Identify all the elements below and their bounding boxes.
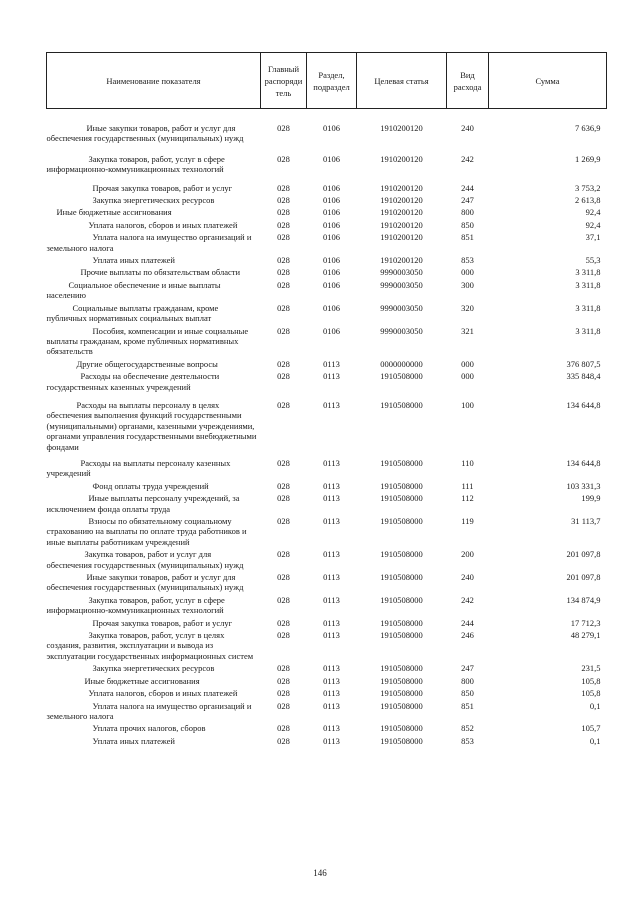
row-name — [47, 686, 261, 698]
table-row — [47, 369, 607, 392]
row-name — [47, 278, 261, 301]
row-target: 1910508000 — [380, 399, 423, 410]
row-section: 0113 — [323, 675, 340, 686]
row-section: 0106 — [323, 325, 340, 336]
row-main-manager: 028 — [277, 480, 290, 491]
row-type: 200 — [461, 549, 474, 560]
row-name — [47, 357, 261, 369]
row-name — [47, 109, 261, 144]
row-name — [47, 699, 261, 722]
row-main-manager: 028 — [277, 182, 290, 193]
row-section: 0113 — [323, 549, 340, 560]
row-name-text: Расходы на выплаты персоналу в целях обеспечения выполнения функций государственными (муниципальными) органами, казенными учреждениями, органами управления государственными внебюджетными фондами — [46, 399, 257, 452]
row-main-manager: 028 — [277, 457, 290, 468]
row-sum: 7 636,9 — [575, 123, 601, 133]
row-name-text: Закупка товаров, работ и услуг для обеспечения государственных (муниципальных) нужд — [46, 549, 244, 570]
row-main-manager: 028 — [277, 358, 290, 369]
row-name — [47, 547, 261, 570]
row-name-text: Иные бюджетные ассигнования — [56, 207, 172, 218]
row-section: 0113 — [323, 594, 340, 605]
row-type: 246 — [461, 630, 474, 641]
row-section: 0106 — [323, 219, 340, 230]
row-type: 247 — [461, 663, 474, 674]
header-sum: Сумма — [489, 53, 607, 109]
row-sum: 201 097,8 — [566, 549, 601, 560]
row-name — [47, 301, 261, 324]
row-target: 9990003050 — [380, 267, 423, 278]
row-main-manager: 028 — [277, 700, 290, 711]
header-main-manager: Главный распоряди тель — [261, 53, 307, 109]
row-name — [47, 491, 261, 514]
row-sum: 37,1 — [585, 232, 601, 243]
row-sum: 3 311,8 — [575, 267, 601, 278]
table-header-row — [47, 53, 607, 109]
row-target: 1910508000 — [380, 735, 423, 746]
row-name — [47, 570, 261, 593]
table-row — [47, 218, 607, 230]
row-type: 244 — [461, 182, 474, 193]
header-section: Раздел, подраздел — [307, 53, 357, 109]
row-main-manager: 028 — [277, 663, 290, 674]
row-name — [47, 175, 261, 193]
row-name-text: Иные закупки товаров, работ и услуг для обеспечения государственных (муниципальных) нужд — [46, 572, 244, 593]
row-section: 0113 — [323, 516, 340, 526]
row-name — [47, 514, 261, 547]
row-name — [47, 218, 261, 230]
row-section: 0113 — [323, 700, 340, 711]
row-section: 0113 — [323, 358, 340, 369]
row-type: 321 — [461, 325, 474, 336]
row-sum: 134 874,9 — [566, 594, 601, 605]
row-section: 0113 — [323, 572, 340, 583]
row-name-text: Закупка товаров, работ, услуг в целях создания, развития, эксплуатации и вывода из эксплуатации государственных информационных систем — [46, 630, 254, 661]
row-section: 0106 — [323, 302, 340, 313]
row-section: 0106 — [323, 207, 340, 218]
row-target: 1910508000 — [380, 572, 423, 583]
row-section: 0113 — [323, 735, 340, 746]
row-section: 0113 — [323, 617, 340, 628]
row-type: 853 — [461, 735, 474, 746]
row-type: 853 — [461, 255, 474, 266]
row-target: 1910200120 — [380, 232, 423, 243]
row-target: 9990003050 — [380, 302, 423, 313]
table-row — [47, 175, 607, 193]
row-type: 111 — [461, 480, 474, 491]
row-main-manager: 028 — [277, 255, 290, 266]
row-main-manager: 028 — [277, 371, 290, 382]
row-name-text: Закупка товаров, работ, услуг в сфере информационно-коммуникационных технологий — [46, 153, 225, 175]
row-main-manager: 028 — [277, 207, 290, 218]
header-target: Целевая статья — [357, 53, 447, 109]
table-row — [47, 616, 607, 628]
row-sum: 55,3 — [585, 255, 601, 266]
row-main-manager: 028 — [277, 493, 290, 504]
row-target: 1910200120 — [380, 153, 423, 164]
row-main-manager: 028 — [277, 219, 290, 230]
row-name — [47, 734, 261, 746]
table-row — [47, 301, 607, 324]
row-name-text: Расходы на обеспечение деятельности государственных казенных учреждений — [46, 371, 220, 392]
row-main-manager: 028 — [277, 688, 290, 699]
row-sum: 105,8 — [581, 688, 601, 699]
table-row — [47, 593, 607, 616]
row-sum: 3 753,2 — [575, 182, 601, 193]
row-type: 800 — [461, 675, 474, 686]
row-name-text: Социальные выплаты гражданам, кроме публичных нормативных социальных выплат — [46, 302, 219, 324]
row-name-text: Расходы на выплаты персоналу казенных учреждений — [46, 457, 231, 479]
row-main-manager: 028 — [277, 123, 290, 133]
budget-table — [46, 52, 607, 746]
row-name — [47, 661, 261, 673]
row-name — [47, 721, 261, 733]
row-name — [47, 392, 261, 452]
row-sum: 0,1 — [589, 700, 601, 711]
row-sum: 105,8 — [581, 675, 601, 686]
table-row — [47, 144, 607, 175]
row-main-manager: 028 — [277, 594, 290, 605]
row-section: 0113 — [323, 663, 340, 674]
row-target: 1910508000 — [380, 630, 423, 641]
row-name — [47, 144, 261, 175]
row-type: 100 — [461, 399, 474, 410]
row-type: 000 — [461, 267, 474, 278]
row-target: 1910508000 — [380, 549, 423, 560]
row-sum: 103 331,3 — [566, 480, 601, 491]
row-sum: 48 279,1 — [570, 630, 601, 641]
row-target: 1910508000 — [380, 594, 423, 605]
page-number: 146 — [313, 868, 327, 878]
row-main-manager: 028 — [277, 617, 290, 628]
table-row — [47, 109, 607, 144]
row-section: 0113 — [323, 723, 340, 734]
row-sum: 1 269,9 — [575, 153, 601, 164]
row-main-manager: 028 — [277, 232, 290, 243]
table-row — [47, 570, 607, 593]
row-name — [47, 193, 261, 205]
row-main-manager: 028 — [277, 675, 290, 686]
row-name — [47, 265, 261, 277]
table-row — [47, 674, 607, 686]
row-name — [47, 674, 261, 686]
row-section: 0106 — [323, 153, 340, 164]
row-section: 0113 — [323, 457, 340, 468]
row-target: 1910200120 — [380, 219, 423, 230]
row-name-text: Взносы по обязательному социальному страхованию на выплаты по оплате труда работников и иные выплаты работникам учреждений — [46, 516, 247, 547]
row-name — [47, 593, 261, 616]
row-type: 300 — [461, 279, 474, 290]
row-section: 0113 — [323, 371, 340, 382]
header-type: Вид расхода — [447, 53, 489, 109]
row-section: 0106 — [323, 279, 340, 290]
row-main-manager: 028 — [277, 630, 290, 641]
row-sum: 0,1 — [589, 735, 601, 746]
table-row — [47, 392, 607, 452]
row-target: 1910508000 — [380, 723, 423, 734]
table-row — [47, 661, 607, 673]
row-target: 1910508000 — [380, 457, 423, 468]
row-target: 1910200120 — [380, 123, 423, 133]
row-name-text: Иные бюджетные ассигнования — [84, 675, 200, 686]
table-row — [47, 547, 607, 570]
table-row — [47, 721, 607, 733]
row-sum: 2 613,8 — [575, 195, 601, 206]
row-sum: 3 311,8 — [575, 302, 601, 313]
row-target: 9990003050 — [380, 325, 423, 336]
row-name-text: Уплата иных платежей — [92, 255, 175, 266]
row-main-manager: 028 — [277, 195, 290, 206]
row-name-text: Фонд оплаты труда учреждений — [92, 480, 209, 491]
row-type: 000 — [461, 371, 474, 382]
row-sum: 3 311,8 — [575, 325, 601, 336]
row-section: 0113 — [323, 493, 340, 504]
row-type: 850 — [461, 219, 474, 230]
row-name — [47, 253, 261, 265]
row-name-text: Уплата налога на имущество организаций и земельного налога — [46, 700, 252, 721]
row-name-text: Уплата иных платежей — [92, 735, 175, 746]
row-target: 1910508000 — [380, 480, 423, 491]
table-row — [47, 357, 607, 369]
row-section: 0106 — [323, 195, 340, 206]
row-main-manager: 028 — [277, 325, 290, 336]
row-name — [47, 230, 261, 253]
row-name — [47, 205, 261, 217]
table-row — [47, 514, 607, 547]
table-row — [47, 686, 607, 698]
row-name — [47, 452, 261, 479]
table-row — [47, 278, 607, 301]
row-target: 0000000000 — [380, 358, 423, 369]
row-main-manager: 028 — [277, 279, 290, 290]
row-type: 850 — [461, 688, 474, 699]
row-main-manager: 028 — [277, 549, 290, 560]
row-target: 1910508000 — [380, 675, 423, 686]
row-sum: 335 848,4 — [566, 371, 601, 382]
row-name-text: Прочая закупка товаров, работ и услуг — [92, 617, 233, 628]
row-name-text: Закупка товаров, работ, услуг в сфере информационно-коммуникационных технологий — [46, 594, 225, 616]
row-main-manager: 028 — [277, 267, 290, 278]
row-main-manager: 028 — [277, 723, 290, 734]
table-body — [47, 109, 607, 747]
row-main-manager: 028 — [277, 153, 290, 164]
row-sum: 105,7 — [581, 723, 601, 734]
row-target: 1910508000 — [380, 688, 423, 699]
row-name-text: Прочие выплаты по обязательствам области — [80, 267, 241, 278]
table-row — [47, 230, 607, 253]
row-sum: 92,4 — [585, 207, 601, 218]
row-section: 0113 — [323, 688, 340, 699]
row-name-text: Другие общегосударственные вопросы — [76, 358, 218, 369]
row-type: 247 — [461, 195, 474, 206]
table-row — [47, 699, 607, 722]
row-section: 0106 — [323, 182, 340, 193]
row-target: 1910508000 — [380, 700, 423, 711]
row-sum: 134 644,8 — [566, 399, 601, 410]
row-target: 1910508000 — [380, 663, 423, 674]
row-name-text: Иные закупки товаров, работ и услуг для обеспечения государственных (муниципальных) нужд — [46, 123, 244, 144]
row-section: 0113 — [323, 399, 340, 410]
row-type: 240 — [461, 572, 474, 583]
row-section: 0113 — [323, 480, 340, 491]
table-row — [47, 265, 607, 277]
row-type: 240 — [461, 123, 474, 133]
row-target: 1910200120 — [380, 182, 423, 193]
row-main-manager: 028 — [277, 302, 290, 313]
row-sum: 134 644,8 — [566, 457, 601, 468]
row-sum: 92,4 — [585, 219, 601, 230]
row-type: 242 — [461, 594, 474, 605]
row-type: 119 — [461, 516, 474, 526]
table-row — [47, 324, 607, 357]
row-target: 1910508000 — [380, 371, 423, 382]
row-target: 1910508000 — [380, 617, 423, 628]
row-type: 851 — [461, 232, 474, 243]
row-main-manager: 028 — [277, 399, 290, 410]
row-target: 1910508000 — [380, 493, 423, 504]
row-name-text: Уплата прочих налогов, сборов — [92, 723, 206, 734]
row-name-text: Закупка энергетических ресурсов — [92, 663, 215, 674]
table-row — [47, 253, 607, 265]
row-name — [47, 369, 261, 392]
row-sum: 231,5 — [581, 663, 601, 674]
row-main-manager: 028 — [277, 735, 290, 746]
row-name-text: Прочая закупка товаров, работ и услуг — [92, 182, 233, 193]
table-row — [47, 491, 607, 514]
row-sum: 199,9 — [581, 493, 601, 504]
row-type: 000 — [461, 358, 474, 369]
table-row — [47, 193, 607, 205]
row-name-text: Пособия, компенсации и иные социальные выплаты гражданам, кроме публичных нормативных обязательств — [46, 325, 249, 357]
row-target: 1910200120 — [380, 255, 423, 266]
row-name — [47, 628, 261, 661]
row-type: 112 — [461, 493, 474, 504]
table-row — [47, 734, 607, 746]
table-row — [47, 479, 607, 491]
row-sum: 17 712,3 — [570, 617, 601, 628]
row-name-text: Уплата налога на имущество организаций и земельного налога — [46, 232, 252, 253]
row-type: 851 — [461, 700, 474, 711]
row-name-text: Закупка энергетических ресурсов — [92, 195, 215, 206]
row-target: 9990003050 — [380, 279, 423, 290]
row-name — [47, 324, 261, 357]
row-target: 1910200120 — [380, 195, 423, 206]
row-sum: 3 311,8 — [575, 279, 601, 290]
row-target: 1910200120 — [380, 207, 423, 218]
table-row — [47, 628, 607, 661]
row-section: 0106 — [323, 255, 340, 266]
row-sum: 31 113,7 — [571, 516, 601, 526]
row-name-text: Социальное обеспечение и иные выплаты населению — [46, 279, 221, 301]
header-name: Наименование показателя — [47, 53, 261, 109]
row-type: 244 — [461, 617, 474, 628]
row-section: 0113 — [323, 630, 340, 641]
row-main-manager: 028 — [277, 572, 290, 583]
row-name — [47, 616, 261, 628]
row-type: 852 — [461, 723, 474, 734]
row-type: 242 — [461, 153, 474, 164]
row-type: 110 — [461, 457, 474, 468]
row-type: 800 — [461, 207, 474, 218]
row-section: 0106 — [323, 232, 340, 243]
row-name — [47, 479, 261, 491]
row-name-text: Иные выплаты персоналу учреждений, за исключением фонда оплаты труда — [46, 493, 240, 514]
table-row — [47, 452, 607, 479]
row-name-text: Уплата налогов, сборов и иных платежей — [88, 219, 238, 230]
table-row — [47, 205, 607, 217]
row-name-text: Уплата налогов, сборов и иных платежей — [88, 688, 238, 699]
row-main-manager: 028 — [277, 516, 290, 526]
row-section: 0106 — [323, 267, 340, 278]
row-sum: 376 807,5 — [566, 358, 601, 369]
row-target: 1910508000 — [380, 516, 423, 526]
row-type: 320 — [461, 302, 474, 313]
row-sum: 201 097,8 — [566, 572, 601, 583]
row-section: 0106 — [323, 123, 340, 133]
